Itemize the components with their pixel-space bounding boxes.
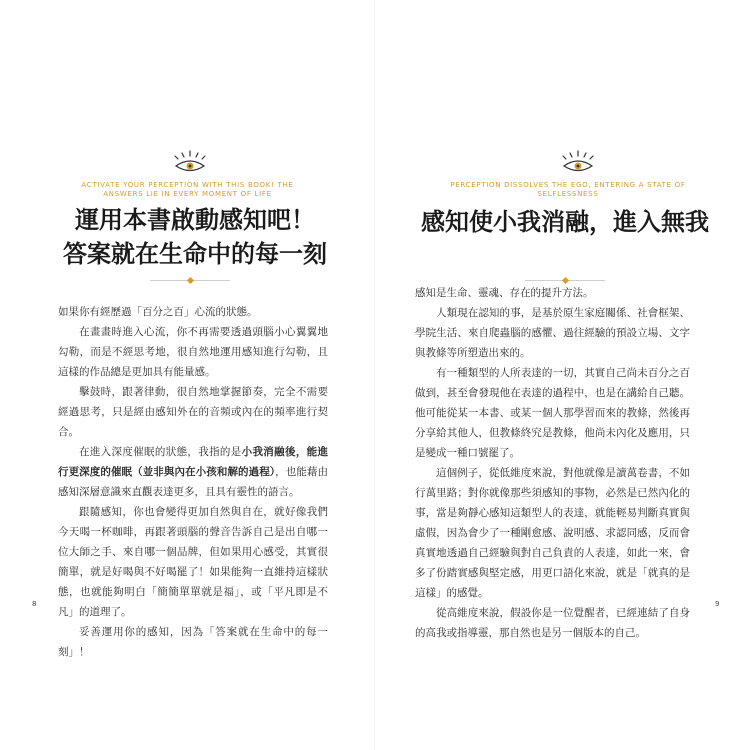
chinese-heading-line-1: 運用本書啟動感知吧！ bbox=[75, 205, 315, 234]
paragraph: 人類現在認知的事，是基於原生家庭關係、社會框架、學院生活、來自爬蟲腦的感懼、過往經驗的預設立場、文字與教條等所塑造出來的。 bbox=[415, 307, 690, 359]
paragraph bbox=[58, 442, 328, 502]
eye-with-rays-icon bbox=[558, 150, 598, 176]
paragraph: 跟隨感知，你也會變得更加自然與自在，就好像我們今天喝一杯咖啡，再跟著頭腦的聲音告訴自己是出自哪一位大師之手、來自哪一個品牌，但如果用心感受，其實很簡單，就是好喝與不好喝罷了！如果能夠一直維持這樣狀態，也就能夠明白「簡簡單單就是福」，或「平凡即是不凡」的道理了。 bbox=[58, 506, 328, 618]
paragraph: 擊鼓時，跟著律動，很自然地掌握節奏，完全不需要經過思考，只是經由感知外在的音頻或內在的頻率進行契合。 bbox=[58, 386, 328, 438]
eye-with-rays-icon bbox=[170, 150, 210, 176]
chinese-heading bbox=[45, 203, 345, 271]
chinese-heading-line-2: 答案就在生命中的每一刻 bbox=[63, 239, 327, 268]
paragraph-text: 在進入深度催眠的狀態，我指的是 bbox=[79, 446, 242, 458]
ornamental-divider bbox=[525, 280, 605, 281]
paragraph: 如果你有經歷過「百分之百」心流的狀態。 bbox=[58, 306, 258, 318]
english-heading: ACTIVATE YOUR PERCEPTION WITH THIS BOOK! THE ANSWERS LIE IN EVERY MOMENT OF LIFE bbox=[81, 181, 294, 198]
paragraph: 妥善運用你的感知，因為「答案就在生命中的每一刻」！ bbox=[58, 626, 328, 658]
english-heading: PERCEPTION DISSOLVES THE EGO, ENTERING A STATE OF SELFLESSNESS bbox=[450, 181, 686, 198]
paragraph: 感知是生命、靈魂、存在的提升方法。 bbox=[415, 287, 594, 299]
bold-emphasis: 小我消融後，能進行更深度的催眠（並非與內在小孩和解的過程） bbox=[58, 446, 329, 478]
diamond-icon bbox=[187, 277, 194, 284]
paragraph: 有一種類型的人所表達的一切，其實自己尚未百分之百做到，甚至會發現他在表達的過程中，也是在講給自己聽。他可能從某一本書、或某一個人那學習而來的教條，然後再分享給其他人，但教條終究是教條，他尚未內化及應用，只是變成一種口號罷了。 bbox=[415, 367, 690, 459]
paragraph: 在畫畫時進入心流，你不再需要透過頭腦小心翼翼地勾勒，而是不經思考地，很自然地運用感知進行勾勒，且這樣的作品總是更加具有能量感。 bbox=[58, 326, 328, 378]
chinese-heading: 感知使小我消融，進入無我 bbox=[421, 207, 709, 236]
paragraph: 從高維度來說，假設你是一位覺醒者，已經連結了自身的高我或指導靈，那自然也是另一個版本的自己。 bbox=[415, 607, 690, 639]
ornamental-divider bbox=[150, 280, 230, 281]
page-number: 8 bbox=[32, 600, 37, 608]
paragraph-text: ，也能藉由感知深層意識來直觀表達更多，且具有靈性的語言。 bbox=[58, 466, 329, 498]
body-text bbox=[415, 283, 690, 643]
body-text bbox=[58, 302, 328, 662]
paragraph: 這個例子，從低維度來說，對他就像是讀萬卷書，不如行萬里路；對你就像那些須感知的事物，必然是已然內化的事，當是夠靜心感知這類型人的表達，就能輕易判斷真實與虛假，因為會少了一種剛愈感、說明感、求認同感，反而會真實地透過自己經驗與對自己負責的人表達，如此一來，會多了份踏實感與堅定感，用更口語化來說，就是「就真的是這樣」的感覺。 bbox=[415, 467, 690, 599]
page-number: 9 bbox=[715, 600, 720, 608]
right-page bbox=[375, 0, 750, 750]
